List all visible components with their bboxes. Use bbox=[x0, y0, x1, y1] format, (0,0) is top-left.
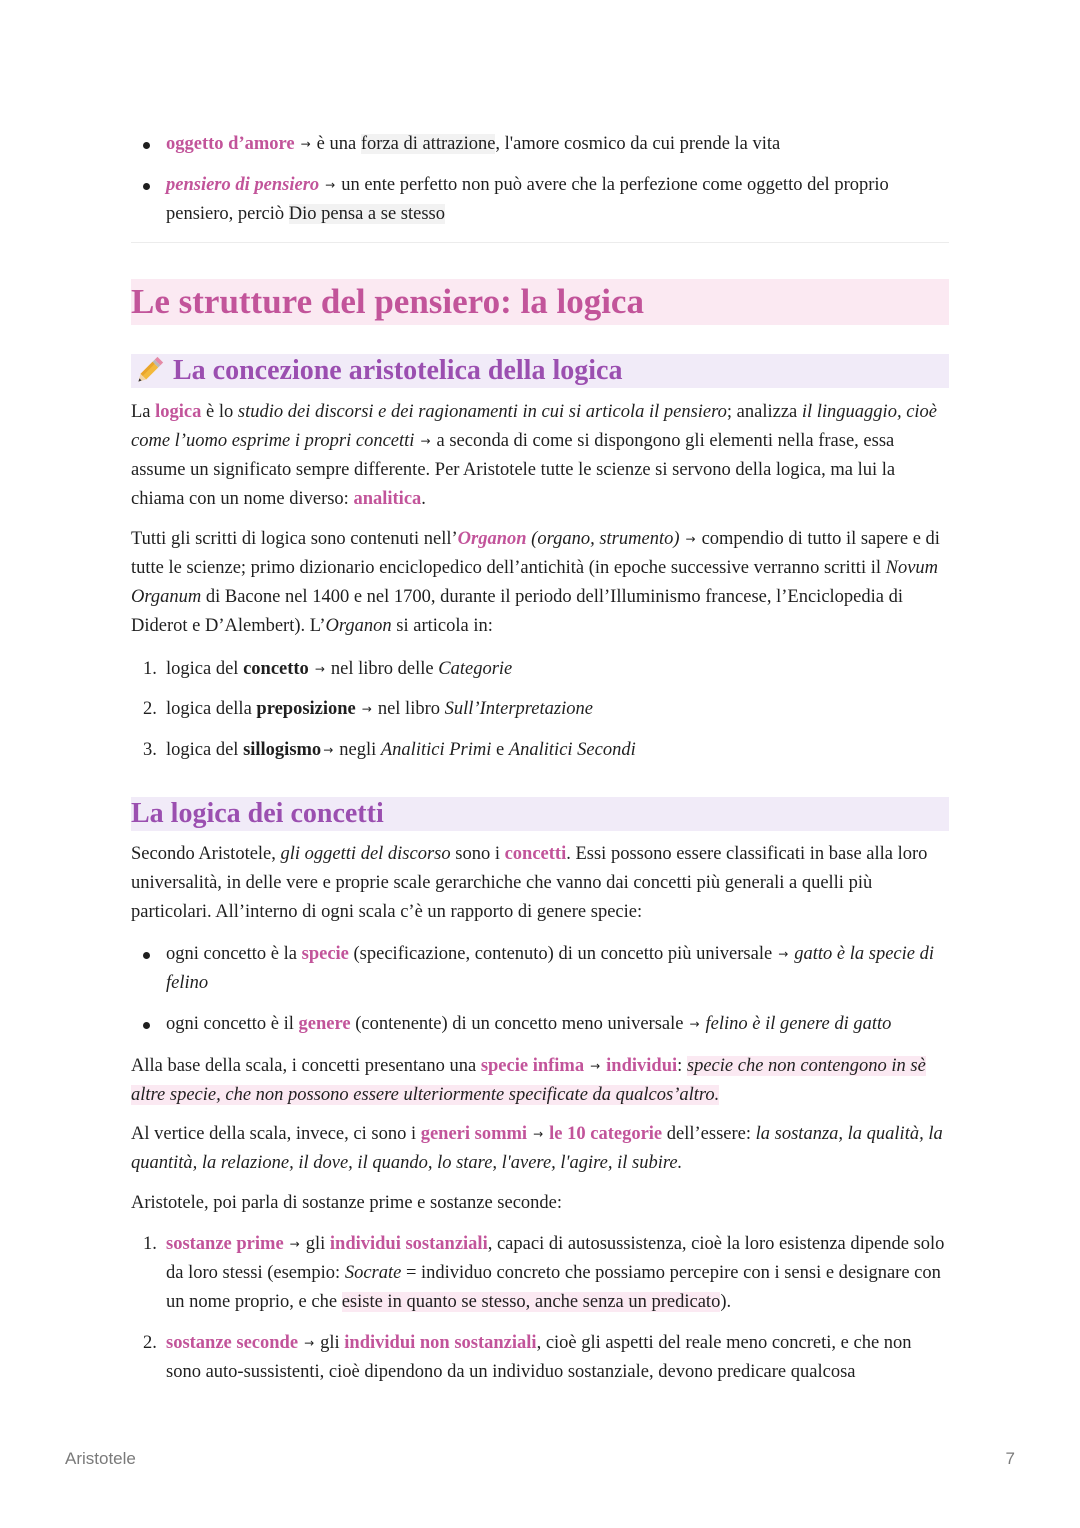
term-logica: logica bbox=[155, 402, 202, 422]
sostanze-list bbox=[131, 1230, 949, 1387]
term: oggetto d’amore bbox=[166, 134, 295, 154]
paragraph-concetti: Secondo Aristotele, gli oggetti del discorso sono i concetti. Essi possono essere classificati in base alla loro universalità, in delle vere e proprie scale gerarchiche che vanno dai concetti più generali a quelli più particolari. All’interno di ogni scala c’è un rapporto di genere specie: bbox=[131, 844, 928, 922]
list-item: 1. sostanze prime → gli individui sostanziali, capaci di autosussistenza, cioè la loro esistenza dipende solo da loro stessi (esempio: Socrate = individuo concreto che possiamo percepire con i sensi e designare con un nome proprio, e che esiste in quanto se stesso, anche senza un predicato). bbox=[143, 1234, 945, 1312]
arrow-icon: → bbox=[778, 947, 789, 961]
paragraph-organon: Tutti gli scritti di logica sono contenuti nell’Organon (organo, strumento) → compendio di tutto il sapere e di tutte le scienze; primo dizionario enciclopedico dell’antichità (in epoche successive verranno scritti il Novum Organum di Bacone nel 1400 e nel 1700, durante il periodo dell’Illuminismo francese, l’Enciclopedia di Diderot e D’Alembert). L’Organon si articola in: bbox=[131, 529, 940, 636]
list-item: ogni concetto è la specie (specificazione, contenuto) di un concetto più universale → gatto è la specie di felino bbox=[131, 940, 949, 998]
paragraph-generi-sommi: Al vertice della scala, invece, ci sono i generi sommi → le 10 categorie dell’essere: la sostanza, la qualità, la quantità, la relazione, il dove, il quando, lo stare, l'avere, l'agire, il subire. bbox=[131, 1124, 943, 1173]
text: , l'amore cosmico da cui prende la vita bbox=[495, 134, 781, 154]
arrow-icon: → bbox=[689, 1017, 700, 1031]
arrow-icon: → bbox=[323, 743, 334, 757]
subsection-title-2: La logica dei concetti bbox=[131, 797, 949, 831]
list-item: ogni concetto è il genere (contenente) di un concetto meno universale → felino è il genere di gatto bbox=[131, 1010, 949, 1039]
arrow-icon: → bbox=[420, 434, 431, 448]
subsection-title-1 bbox=[131, 354, 949, 388]
section-title: Le strutture del pensiero: la logica bbox=[131, 279, 949, 325]
text: un ente perfetto non può avere che la perfezione come oggetto del proprio pensiero, perciò bbox=[166, 175, 889, 224]
arrow-icon: → bbox=[314, 662, 325, 676]
divider bbox=[131, 242, 949, 243]
term-analitica: analitica bbox=[353, 489, 422, 509]
paragraph-sostanze: Aristotele, poi parla di sostanze prime e sostanze seconde: bbox=[131, 1193, 563, 1213]
paragraph-specie-infima: Alla base della scala, i concetti presentano una specie infima → individui: specie che non contengono in sè altre specie, che non possono essere ulteriormente specificate da qualcos’altro. bbox=[131, 1056, 926, 1105]
arrow-icon: → bbox=[304, 1336, 315, 1350]
highlight: forza di attrazione bbox=[360, 134, 496, 154]
list-item: 2. sostanze seconde → gli individui non sostanziali, cioè gli aspetti del reale meno concreti, e che non sono auto-sussistenti, cioè dipendono da un individuo sostanziale, devono predicare qualcosa bbox=[143, 1333, 912, 1382]
arrow-icon: → bbox=[533, 1127, 544, 1141]
arrow-icon: → bbox=[685, 532, 696, 546]
arrow-icon: → bbox=[325, 178, 336, 192]
arrow-icon: → bbox=[361, 702, 372, 716]
pencil-icon bbox=[131, 354, 167, 388]
subsection-title-text: La concezione aristotelica della logica bbox=[173, 355, 623, 386]
term-organon: Organon bbox=[457, 529, 527, 549]
highlight: Dio pensa a se stesso bbox=[288, 204, 445, 224]
arrow-icon: → bbox=[590, 1059, 601, 1073]
footer-title: Aristotele bbox=[65, 1449, 136, 1468]
list-item bbox=[131, 171, 949, 229]
genus-species-list bbox=[131, 940, 949, 1039]
organon-list bbox=[131, 655, 949, 765]
list-item: 3. logica del sillogismo → negli Analitici Primi e Analitici Secondi bbox=[143, 740, 636, 760]
term: pensiero di pensiero bbox=[166, 175, 320, 195]
page-number: 7 bbox=[1005, 1449, 1015, 1468]
list-item: 2. logica della preposizione → nel libro Sull’Interpretazione bbox=[143, 699, 593, 719]
list-item bbox=[131, 130, 949, 159]
arrow-icon: → bbox=[289, 1237, 300, 1251]
arrow-icon: → bbox=[300, 137, 311, 151]
term-concetti: concetti bbox=[504, 844, 567, 864]
paragraph-logica: La logica è lo studio dei discorsi e dei ragionamenti in cui si articola il pensiero; analizza il linguaggio, cioè come l’uomo esprime i propri concetti → a seconda di come si dispongono gli elementi nella frase, essa assume un significato sempre differente. Per Aristotele tutte le scienze si servono della logica, ma lui la chiama con un nome diverso: analitica. bbox=[131, 402, 938, 509]
top-bullet-list bbox=[131, 130, 949, 229]
text: è una bbox=[316, 134, 361, 154]
list-item: 1. logica del concetto → nel libro delle Categorie bbox=[143, 659, 513, 679]
